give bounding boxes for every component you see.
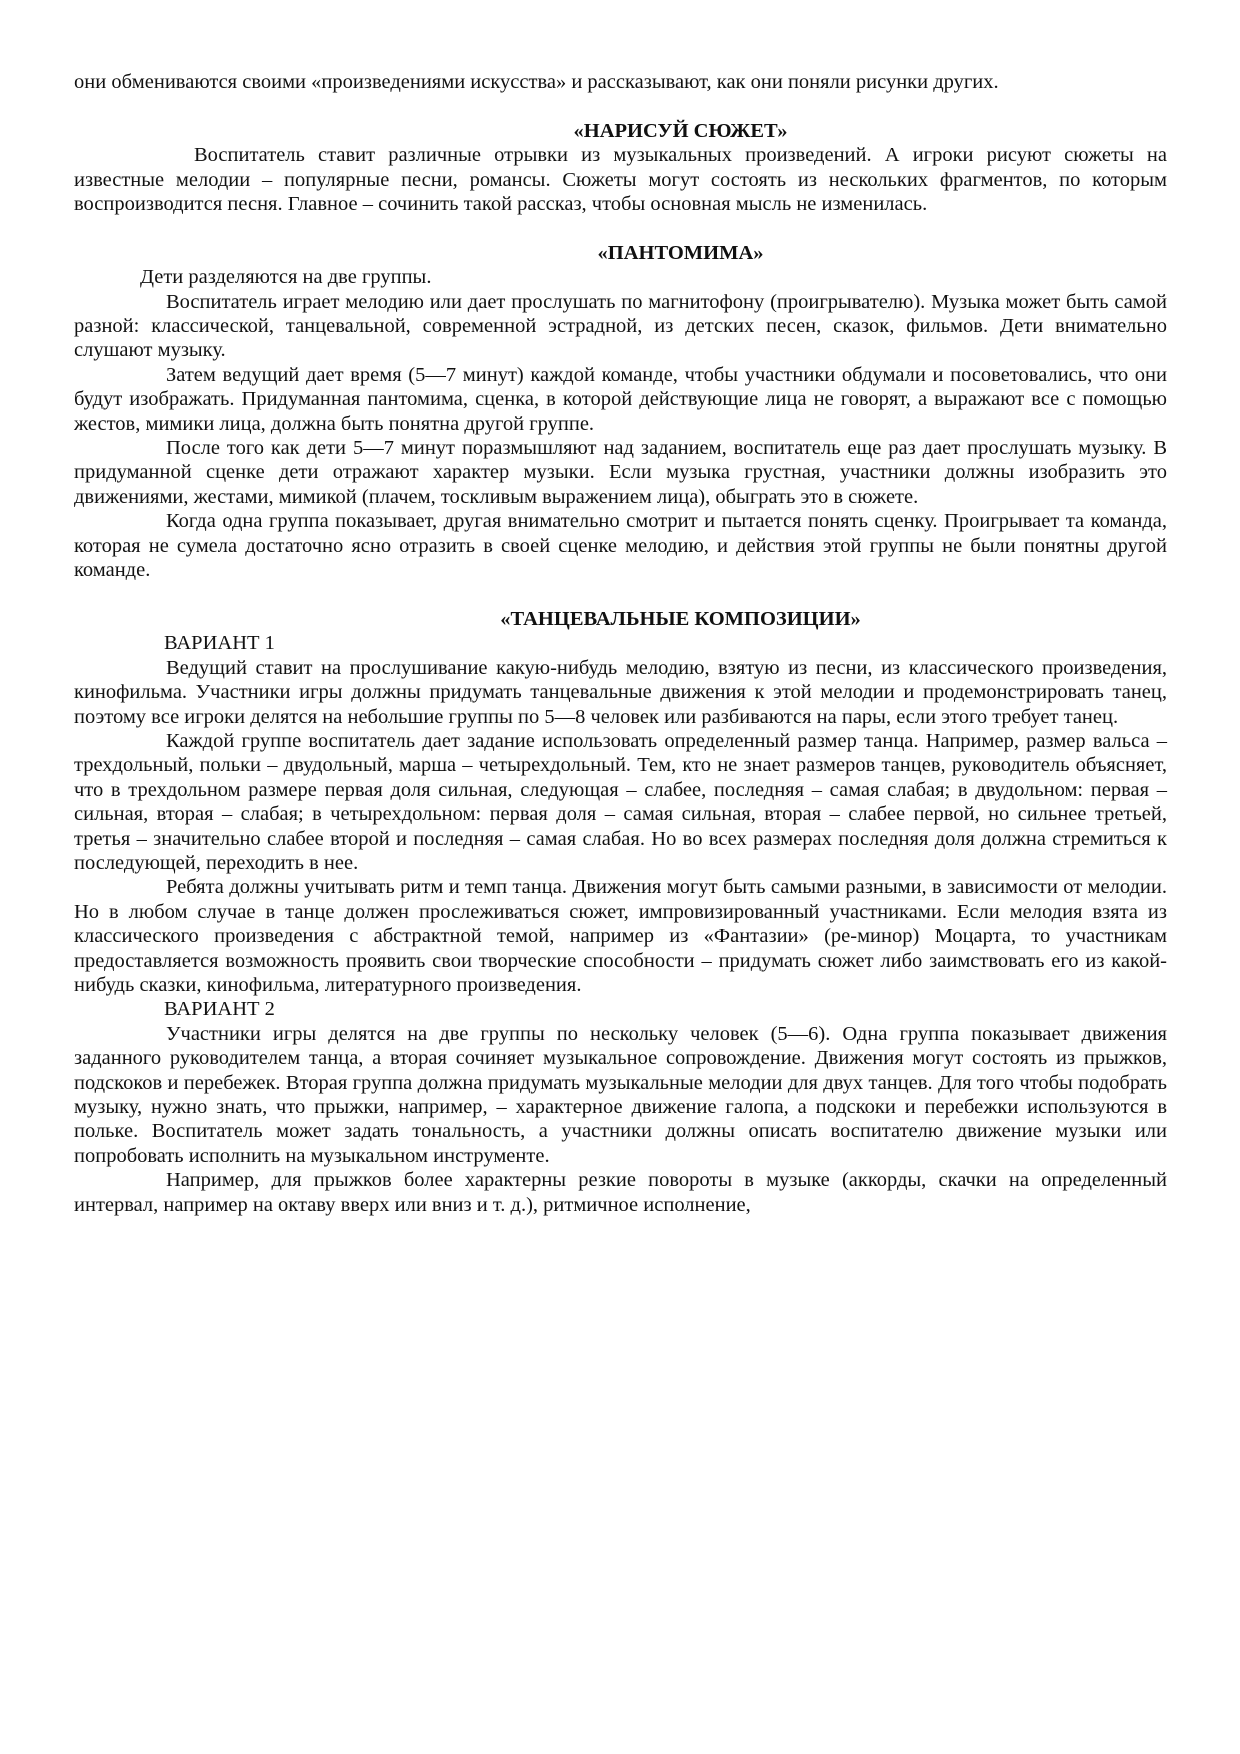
intro-paragraph: они обмениваются своими «произведениями искусства» и рассказывают, как они поняли рисунки других. xyxy=(74,71,999,93)
paragraph: После того как дети 5—7 минут поразмышляют над заданием, воспитатель еще раз дает прослушать музыку. В придуманной сценке дети отражают характер музыки. Если музыка грустная, участники должны изобразить это движениями, жестами, мимикой (плачем, тоскливым выражением лица), обыграть это в сюжете. xyxy=(74,437,1167,508)
document-page xyxy=(74,70,1167,1217)
variant-2-label: ВАРИАНТ 2 xyxy=(164,998,275,1021)
paragraph: Например, для прыжков более характерны резкие повороты в музыке (аккорды, скачки на определенный интервал, например на октаву вверх или вниз и т. д.), ритмичное исполнение, xyxy=(74,1169,1167,1216)
paragraph: Ребята должны учитывать ритм и темп танца. Движения могут быть самыми разными, в зависимости от мелодии. Но в любом случае в танце должен прослеживаться сюжет, импровизированный участниками. Если мелодия взята из классического произведения с абстрактной темой, например из «Фантазии» (ре-минор) Моцарта, то участникам предоставляется возможность проявить свои творческие способности – придумать сюжет либо заимствовать его из какой-нибудь сказки, кинофильма, литературного произведения. xyxy=(74,876,1167,996)
paragraph: Когда одна группа показывает, другая внимательно смотрит и пытается понять сценку. Проигрывает та команда, которая не сумела достаточно ясно отразить в своей сценке мелодию, и действия этой группы не были понятны другой команде. xyxy=(74,510,1167,582)
spacer xyxy=(74,583,1167,607)
paragraph: Ведущий ставит на прослушивание какую-нибудь мелодию, взятую из песни, из классического произведения, кинофильма. Участники игры должны придумать танцевальные движения к этой мелодии и продемонстрировать танец, поэтому все игроки делятся на небольшие группы по 5—8 человек или разбиваются на пары, если этого требует танец. xyxy=(74,656,1167,728)
section-title-pantomime: «ПАНТОМИМА» xyxy=(597,241,764,264)
spacer xyxy=(74,94,1167,118)
paragraph: Участники игры делятся на две группы по нескольку человек (5—6). Одна группа показывает движения заданного руководителем танца, а вторая сочиняет музыкальное сопровождение. Движения могут состоять из прыжков, подскоков и перебежек. Вторая группа должна придумать музыкальные мелодии для двух танцев. Для того чтобы подобрать музыку, нужно знать, что прыжки, например, – характерное движение галопа, а подскоки и перебежки используются в польке. Воспитатель может задать тональность, а участники должны описать воспитателю движение музыки или попробовать исполнить на музыкальном инструменте. xyxy=(74,1022,1167,1167)
section-title-draw-plot: «НАРИСУЙ СЮЖЕТ» xyxy=(573,119,788,142)
paragraph: Дети разделяются на две группы. xyxy=(140,266,432,289)
paragraph: Воспитатель ставит различные отрывки из музыкальных произведений. А игроки рисуют сюжеты на известные мелодии – популярные песни, романсы. Сюжеты могут состоять из нескольких фрагментов, по которым воспроизводится песня. Главное – сочинить такой рассказ, чтобы основная мысль не изменилась. xyxy=(74,144,1167,216)
paragraph: Воспитатель играет мелодию или дает прослушать по магнитофону (проигрывателю). Музыка может быть самой разной: классической, танцевальной, современной эстрадной, из детских песен, сказок, фильмов. Дети внимательно слушают музыку. xyxy=(74,290,1167,362)
paragraph: Каждой группе воспитатель дает задание использовать определенный размер танца. Например, размер вальса – трехдольный, польки – двудольный, марша – четырехдольный. Тем, кто не знает размеров танцев, руководитель объясняет, что в трехдольном размере первая доля сильная, следующая – слабее, последняя – самая слабая; в двудольном: первая – сильная, вторая – слабая; в четырехдольном: первая доля – самая сильная, вторая – слабее первой, но сильнее третьей, третья – значительно слабее второй и последняя – самая слабая. Но во всех размерах последняя доля должна стремиться к последующей, переходить в нее. xyxy=(74,729,1167,874)
spacer xyxy=(74,216,1167,240)
variant-1-label: ВАРИАНТ 1 xyxy=(164,632,275,655)
paragraph: Затем ведущий дает время (5—7 минут) каждой команде, чтобы участники обдумали и посоветовались, что они будут изображать. Придуманная пантомима, сценка, в которой действующие лица не говорят, а выражают все с помощью жестов, мимики лица, должна быть понятна другой группе. xyxy=(74,363,1167,435)
section-title-dance-compositions: «ТАНЦЕВАЛЬНЫЕ КОМПОЗИЦИИ» xyxy=(500,607,861,630)
